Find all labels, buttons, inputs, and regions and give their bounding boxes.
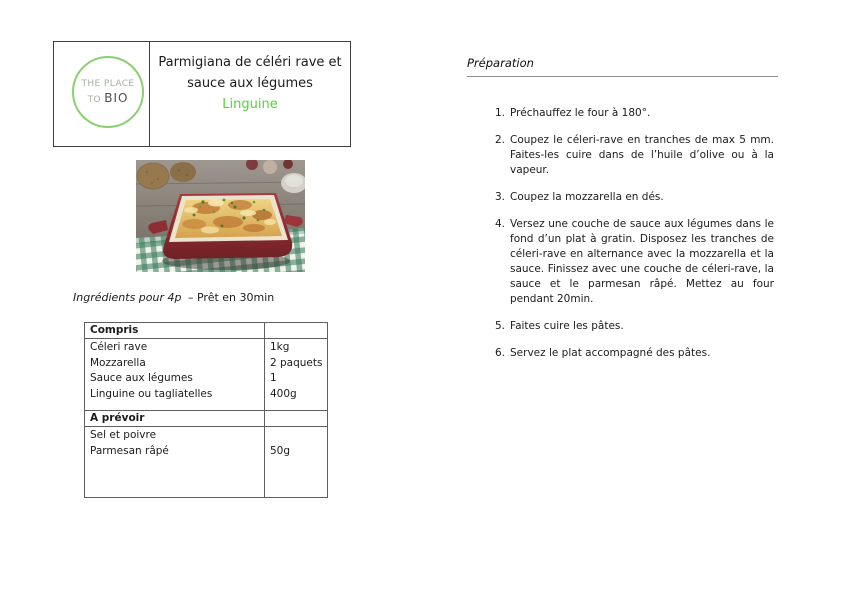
step-number: 3. — [495, 191, 506, 203]
title-cell — [150, 42, 350, 146]
step-number: 6. — [495, 347, 506, 359]
recipe-subtitle: Linguine — [222, 97, 278, 112]
table-row-group-compris — [85, 339, 328, 411]
section-title-qty-cell — [265, 323, 328, 339]
ingredient-name: Sel et poivre — [90, 429, 157, 441]
preparation-section — [467, 56, 778, 373]
preparation-step — [467, 346, 774, 361]
ingredients-table — [84, 322, 328, 498]
preparation-steps — [467, 106, 778, 361]
ingredient-qty: 1kg — [270, 341, 290, 353]
step-number: 2. — [495, 134, 506, 146]
preparation-step — [467, 133, 774, 178]
preparation-step — [467, 319, 774, 334]
logo-text-line2 — [88, 91, 129, 105]
preparation-heading: Préparation — [467, 56, 778, 77]
step-text: Préchauffez le four à 180°. — [510, 107, 651, 119]
step-number: 1. — [495, 107, 506, 119]
preparation-step — [467, 106, 774, 121]
preparation-step — [467, 217, 774, 307]
step-text: Coupez la mozzarella en dés. — [510, 191, 664, 203]
table-section-header-a-prevoir — [85, 411, 328, 427]
ingredient-qty: 400g — [270, 387, 297, 400]
section-title: Compris — [85, 323, 265, 339]
ingredient-qty: 1 — [270, 372, 277, 384]
preparation-step — [467, 190, 774, 205]
logo-text-line1: THE PLACE — [81, 79, 135, 89]
ingredient-name: Sauce aux légumes — [90, 372, 193, 384]
ingredients-heading — [73, 291, 274, 304]
recipe-header-box — [53, 41, 351, 147]
step-text: Versez une couche de sauce aux légumes dans le fond d’un plat à gratin. Disposez les tranches de céleri-rave en alternance avec la mozzarella et la sauce. Finissez avec une couche de céleri-rave, la sauce et le parmesan râpé. Mettez au four pendant 20min. — [510, 218, 774, 305]
logo-text-bio: BIO — [104, 91, 129, 105]
table-row-group-a-prevoir — [85, 427, 328, 498]
step-text: Coupez le céleri-rave en tranches de max 5 mm. Faites-les cuire dans de l’huile d’olive ou à la vapeur. — [510, 134, 774, 176]
ingredient-qty: 50g — [270, 444, 291, 457]
ingredients-heading-rest: – Prêt en 30min — [188, 291, 275, 304]
step-text: Servez le plat accompagné des pâtes. — [510, 347, 711, 359]
ingredient-quantities — [265, 427, 328, 498]
step-number: 5. — [495, 320, 506, 332]
ingredient-name: Parmesan râpé — [90, 444, 169, 457]
recipe-title-line1: Parmigiana de céléri rave et — [158, 55, 342, 70]
ingredient-names — [85, 339, 265, 411]
step-number: 4. — [495, 218, 506, 230]
ingredient-quantities — [265, 339, 328, 411]
logo-text-to: TO — [87, 95, 101, 105]
ingredient-qty: 2 paquets — [270, 356, 323, 369]
ingredient-name: Mozzarella — [90, 356, 146, 369]
ingredient-name: Céleri rave — [90, 341, 148, 353]
ingredient-name: Linguine ou tagliatelles — [90, 387, 213, 400]
logo-cell — [54, 42, 150, 146]
section-title: A prévoir — [85, 411, 265, 427]
ingredients-heading-italic: Ingrédients pour 4p — [73, 291, 182, 304]
recipe-photo — [136, 160, 305, 272]
recipe-title-line2: sauce aux légumes — [187, 76, 313, 91]
the-place-to-bio-logo — [72, 56, 144, 128]
table-section-header-compris — [85, 323, 328, 339]
step-text: Faites cuire les pâtes. — [510, 320, 624, 332]
section-title-qty-cell — [265, 411, 328, 427]
ingredient-names — [85, 427, 265, 498]
ingredient-qty — [270, 428, 322, 444]
